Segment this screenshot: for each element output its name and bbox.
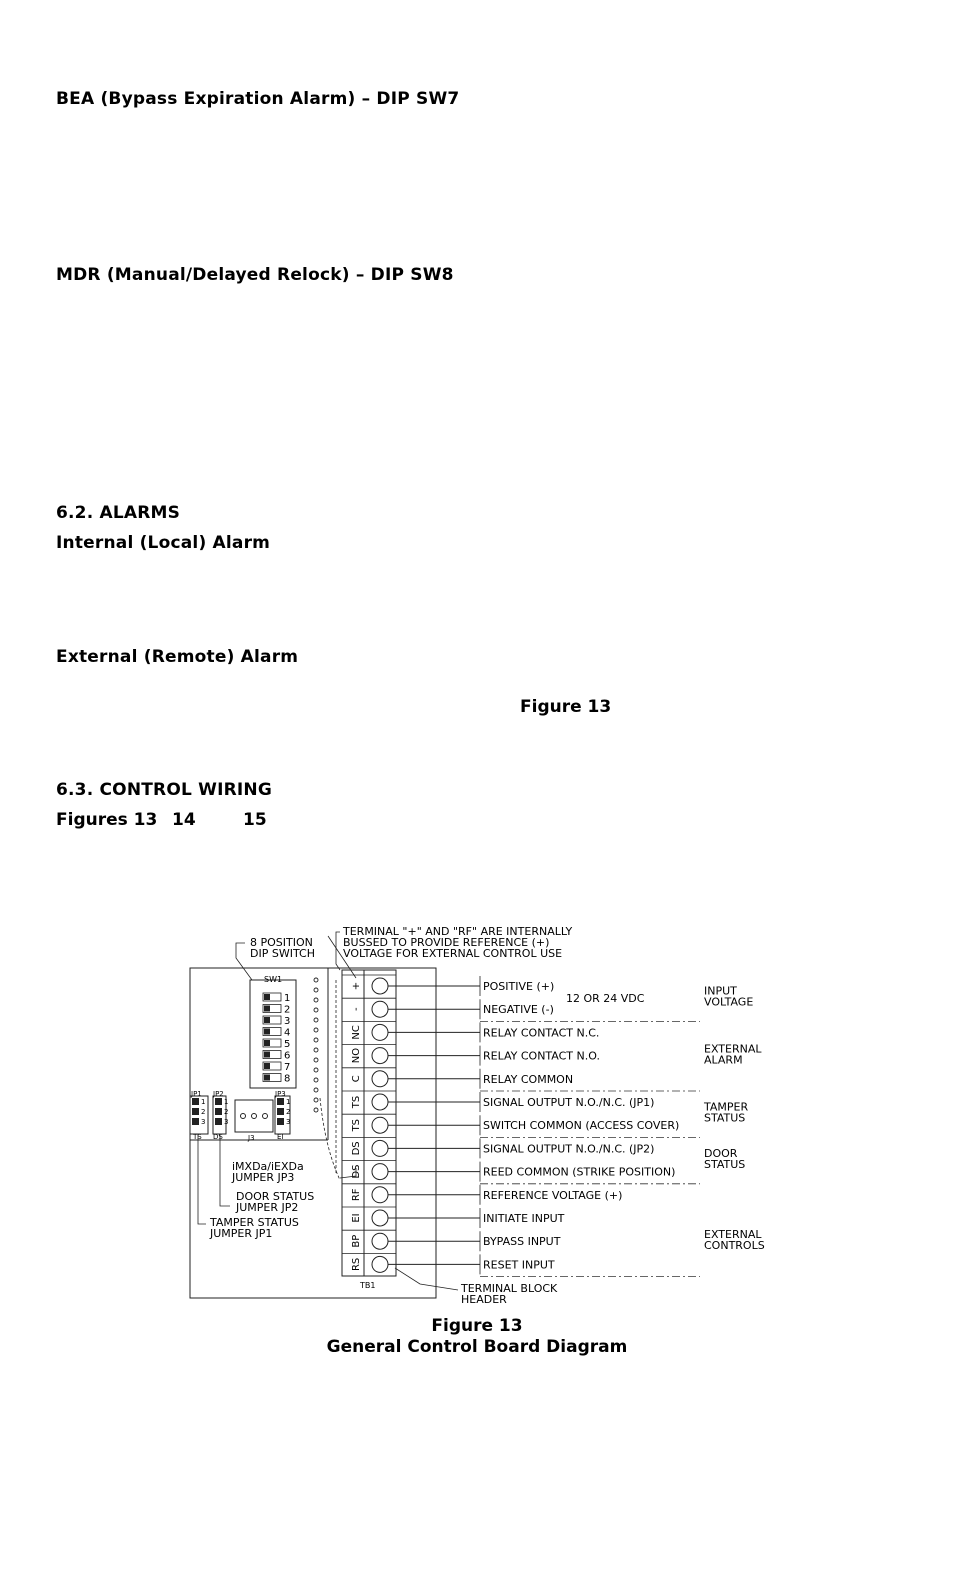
terminal-code-4: C [351,1075,362,1083]
terminal-screw-8 [372,1164,388,1180]
dip-toggle-knob-6 [264,1052,270,1058]
board-dot [314,1088,318,1092]
terminal-code-0: + [351,981,362,991]
jp3-note-line-1: iMXDa/iEXDa [232,1160,304,1173]
terminal-screw-11 [372,1233,388,1249]
dip-toggle-knob-4 [264,1029,270,1035]
board-dot [314,1028,318,1032]
terminal-code-8: DS [351,1164,362,1179]
dip-number-5: 5 [284,1039,291,1050]
board-dot [314,1008,318,1012]
dip-number-8: 8 [284,1073,291,1085]
terminal-code-5: TS [351,1095,362,1109]
terminal-screw-10 [372,1210,388,1226]
jp2-pin-2 [215,1108,222,1115]
terminal-screw-9 [372,1187,388,1203]
terminal-note-line-3: VOLTAGE FOR EXTERNAL CONTROL USE [343,947,563,960]
board-dot [314,1078,318,1082]
heading-alarms: 6.2. ALARMS [56,503,181,523]
figure-13-reference: Figure 13 [520,697,612,717]
dip-callout-line-2: DIP SWITCH [250,947,315,960]
heading-internal-alarm: Internal (Local) Alarm [56,533,271,553]
board-dot [314,1068,318,1072]
tamper-jumper-line-1: TAMPER STATUS [210,1216,299,1229]
terminal-label-10: INITIATE INPUT [483,1212,565,1225]
terminal-code-2: NC [351,1025,362,1040]
terminal-note-line-1: TERMINAL "+" AND "RF" ARE INTERNALLY [343,925,573,938]
group-label-0-line-1: INPUT [704,984,737,998]
heading-external-alarm: External (Remote) Alarm [56,647,299,667]
terminal-screw-3 [372,1048,388,1064]
jp3-pin-2 [277,1108,284,1115]
board-dot [314,1018,318,1022]
figure-caption-number: Figure 13 [431,1316,523,1336]
terminal-code-3: NO [351,1047,362,1064]
group-label-1-line-1: EXTERNAL [704,1042,762,1056]
terminal-screw-1 [372,1001,388,1017]
door-jumper-line-1: DOOR STATUS [236,1190,315,1203]
jp2-pin-1 [215,1098,222,1105]
group-label-2-line-2: STATUS [704,1111,746,1125]
terminal-label-11: BYPASS INPUT [483,1235,561,1249]
jp1-pin-number-3: 3 [201,1118,206,1126]
j3-label: J3 [248,1134,255,1142]
terminal-code-7: DS [351,1141,362,1156]
terminal-label-1: NEGATIVE (-) [483,1003,554,1017]
heading-control-wiring: 6.3. CONTROL WIRING [56,780,273,800]
figures-reference: Figures 13 [56,810,158,830]
j3-pin [252,1114,257,1119]
board-dot [314,978,318,982]
terminal-label-0: POSITIVE (+) [483,980,555,993]
terminal-screw-12 [372,1256,388,1272]
dip-toggle-knob-2 [264,1006,270,1012]
board-dot [314,1098,318,1102]
terminal-screw-4 [372,1071,388,1087]
ei-label: EI [277,1133,284,1141]
terminal-screw-6 [372,1117,388,1133]
figure-15-reference: 15 [243,810,267,830]
board-dot [314,1048,318,1052]
board-dot [314,988,318,992]
dip-toggle-knob-7 [264,1063,270,1069]
jp1-pin-2 [192,1108,199,1115]
board-dots [192,978,318,1126]
voltage-label: 12 OR 24 VDC [566,992,645,1005]
jp3-pin-number-1: 1 [286,1098,291,1106]
board-dot [314,1108,318,1112]
terminal-rows [342,975,679,1274]
jp2-pin-number-2: 2 [224,1108,229,1116]
heading-bea: BEA (Bypass Expiration Alarm) – DIP SW7 [56,89,460,109]
terminal-screw-2 [372,1024,388,1040]
terminal-label-3: RELAY CONTACT N.O. [483,1049,600,1063]
ds-label: DS [213,1133,223,1141]
board-outline [190,968,436,1298]
dip-number-7: 7 [284,1062,291,1073]
jp1-pin-3 [192,1118,199,1125]
door-jumper-line-2: JUMPER JP2 [236,1201,299,1214]
sw1-label: SW1 [264,975,283,984]
tb1-label: TB1 [360,1281,376,1290]
jp3-note-line-2: JUMPER JP3 [232,1171,295,1184]
dip-number-4: 4 [284,1027,291,1039]
ts-label: TS [193,1133,202,1141]
terminal-label-5: SIGNAL OUTPUT N.O./N.C. (JP1) [483,1096,655,1109]
dip-number-6: 6 [284,1050,291,1062]
board-dot [314,998,318,1002]
group-label-4-line-2: CONTROLS [704,1239,765,1253]
figure-14-reference: 14 [172,810,196,830]
terminal-label-7: SIGNAL OUTPUT N.O./N.C. (JP2) [483,1142,655,1156]
group-label-0-line-2: VOLTAGE [704,995,754,1009]
terminal-label-6: SWITCH COMMON (ACCESS COVER) [483,1119,680,1133]
dip-callout-line-1: 8 POSITION [250,936,313,949]
dip-toggle-knob-1 [264,994,270,1000]
jp1-pin-number-1: 1 [201,1098,206,1106]
terminal-screw-0 [372,978,388,994]
jp3-pin-number-2: 2 [286,1108,291,1116]
jp3-label: JP3 [275,1090,286,1098]
control-board-diagram [180,918,780,1313]
jp3-pin-3 [277,1118,284,1125]
dip-switch-toggles [263,993,290,1085]
group-label-3-line-1: DOOR [704,1147,738,1160]
terminal-screw-7 [372,1140,388,1156]
terminal-screw-5 [372,1094,388,1110]
tamper-jumper-line-2: JUMPER JP1 [210,1227,273,1240]
jp3-pin-1 [277,1098,284,1105]
jp2-pin-number-1: 1 [224,1098,229,1106]
group-label-1-line-2: ALARM [704,1053,743,1067]
header-callout-line-2: HEADER [461,1293,507,1306]
jp3-pin-number-3: 3 [286,1118,291,1126]
group-label-2-line-1: TAMPER [704,1100,749,1114]
figure-caption-title: General Control Board Diagram [326,1337,628,1357]
dip-toggle-knob-3 [264,1017,270,1023]
dip-toggle-knob-8 [264,1075,270,1081]
dip-number-1: 1 [284,993,291,1004]
terminal-code-1: - [351,1007,362,1012]
terminal-label-12: RESET INPUT [483,1258,555,1272]
terminal-code-6: TS [351,1118,362,1132]
terminal-label-8: REED COMMON (STRIKE POSITION) [483,1165,676,1179]
terminal-code-11: BP [351,1234,362,1248]
group-label-4-line-1: EXTERNAL [704,1228,762,1242]
jp1-pin-number-2: 2 [201,1108,206,1116]
dip-toggle-knob-5 [264,1040,270,1046]
j3-pin [241,1114,246,1119]
dip-number-2: 2 [284,1004,291,1016]
jp2-pin-number-3: 3 [224,1118,229,1126]
dip-number-3: 3 [284,1016,291,1027]
jp1-pin-1 [192,1098,199,1105]
terminal-label-9: REFERENCE VOLTAGE (+) [483,1188,623,1202]
terminal-label-4: RELAY COMMON [483,1072,574,1086]
terminal-code-10: EI [351,1213,362,1223]
terminal-label-2: RELAY CONTACT N.C. [483,1026,600,1040]
terminal-code-12: RS [351,1257,362,1272]
j3-pin [263,1114,268,1119]
jp2-pin-3 [215,1118,222,1125]
heading-mdr: MDR (Manual/Delayed Relock) – DIP SW8 [56,265,454,285]
terminal-note-line-2: BUSSED TO PROVIDE REFERENCE (+) [343,936,550,949]
group-label-3-line-2: STATUS [704,1158,746,1171]
board-dot [314,1038,318,1042]
terminal-code-9: RF [351,1188,362,1202]
jp1-label: JP1 [191,1090,202,1098]
jp2-label: JP2 [213,1090,224,1098]
header-callout-line-1: TERMINAL BLOCK [461,1282,558,1295]
board-dot [314,1058,318,1062]
